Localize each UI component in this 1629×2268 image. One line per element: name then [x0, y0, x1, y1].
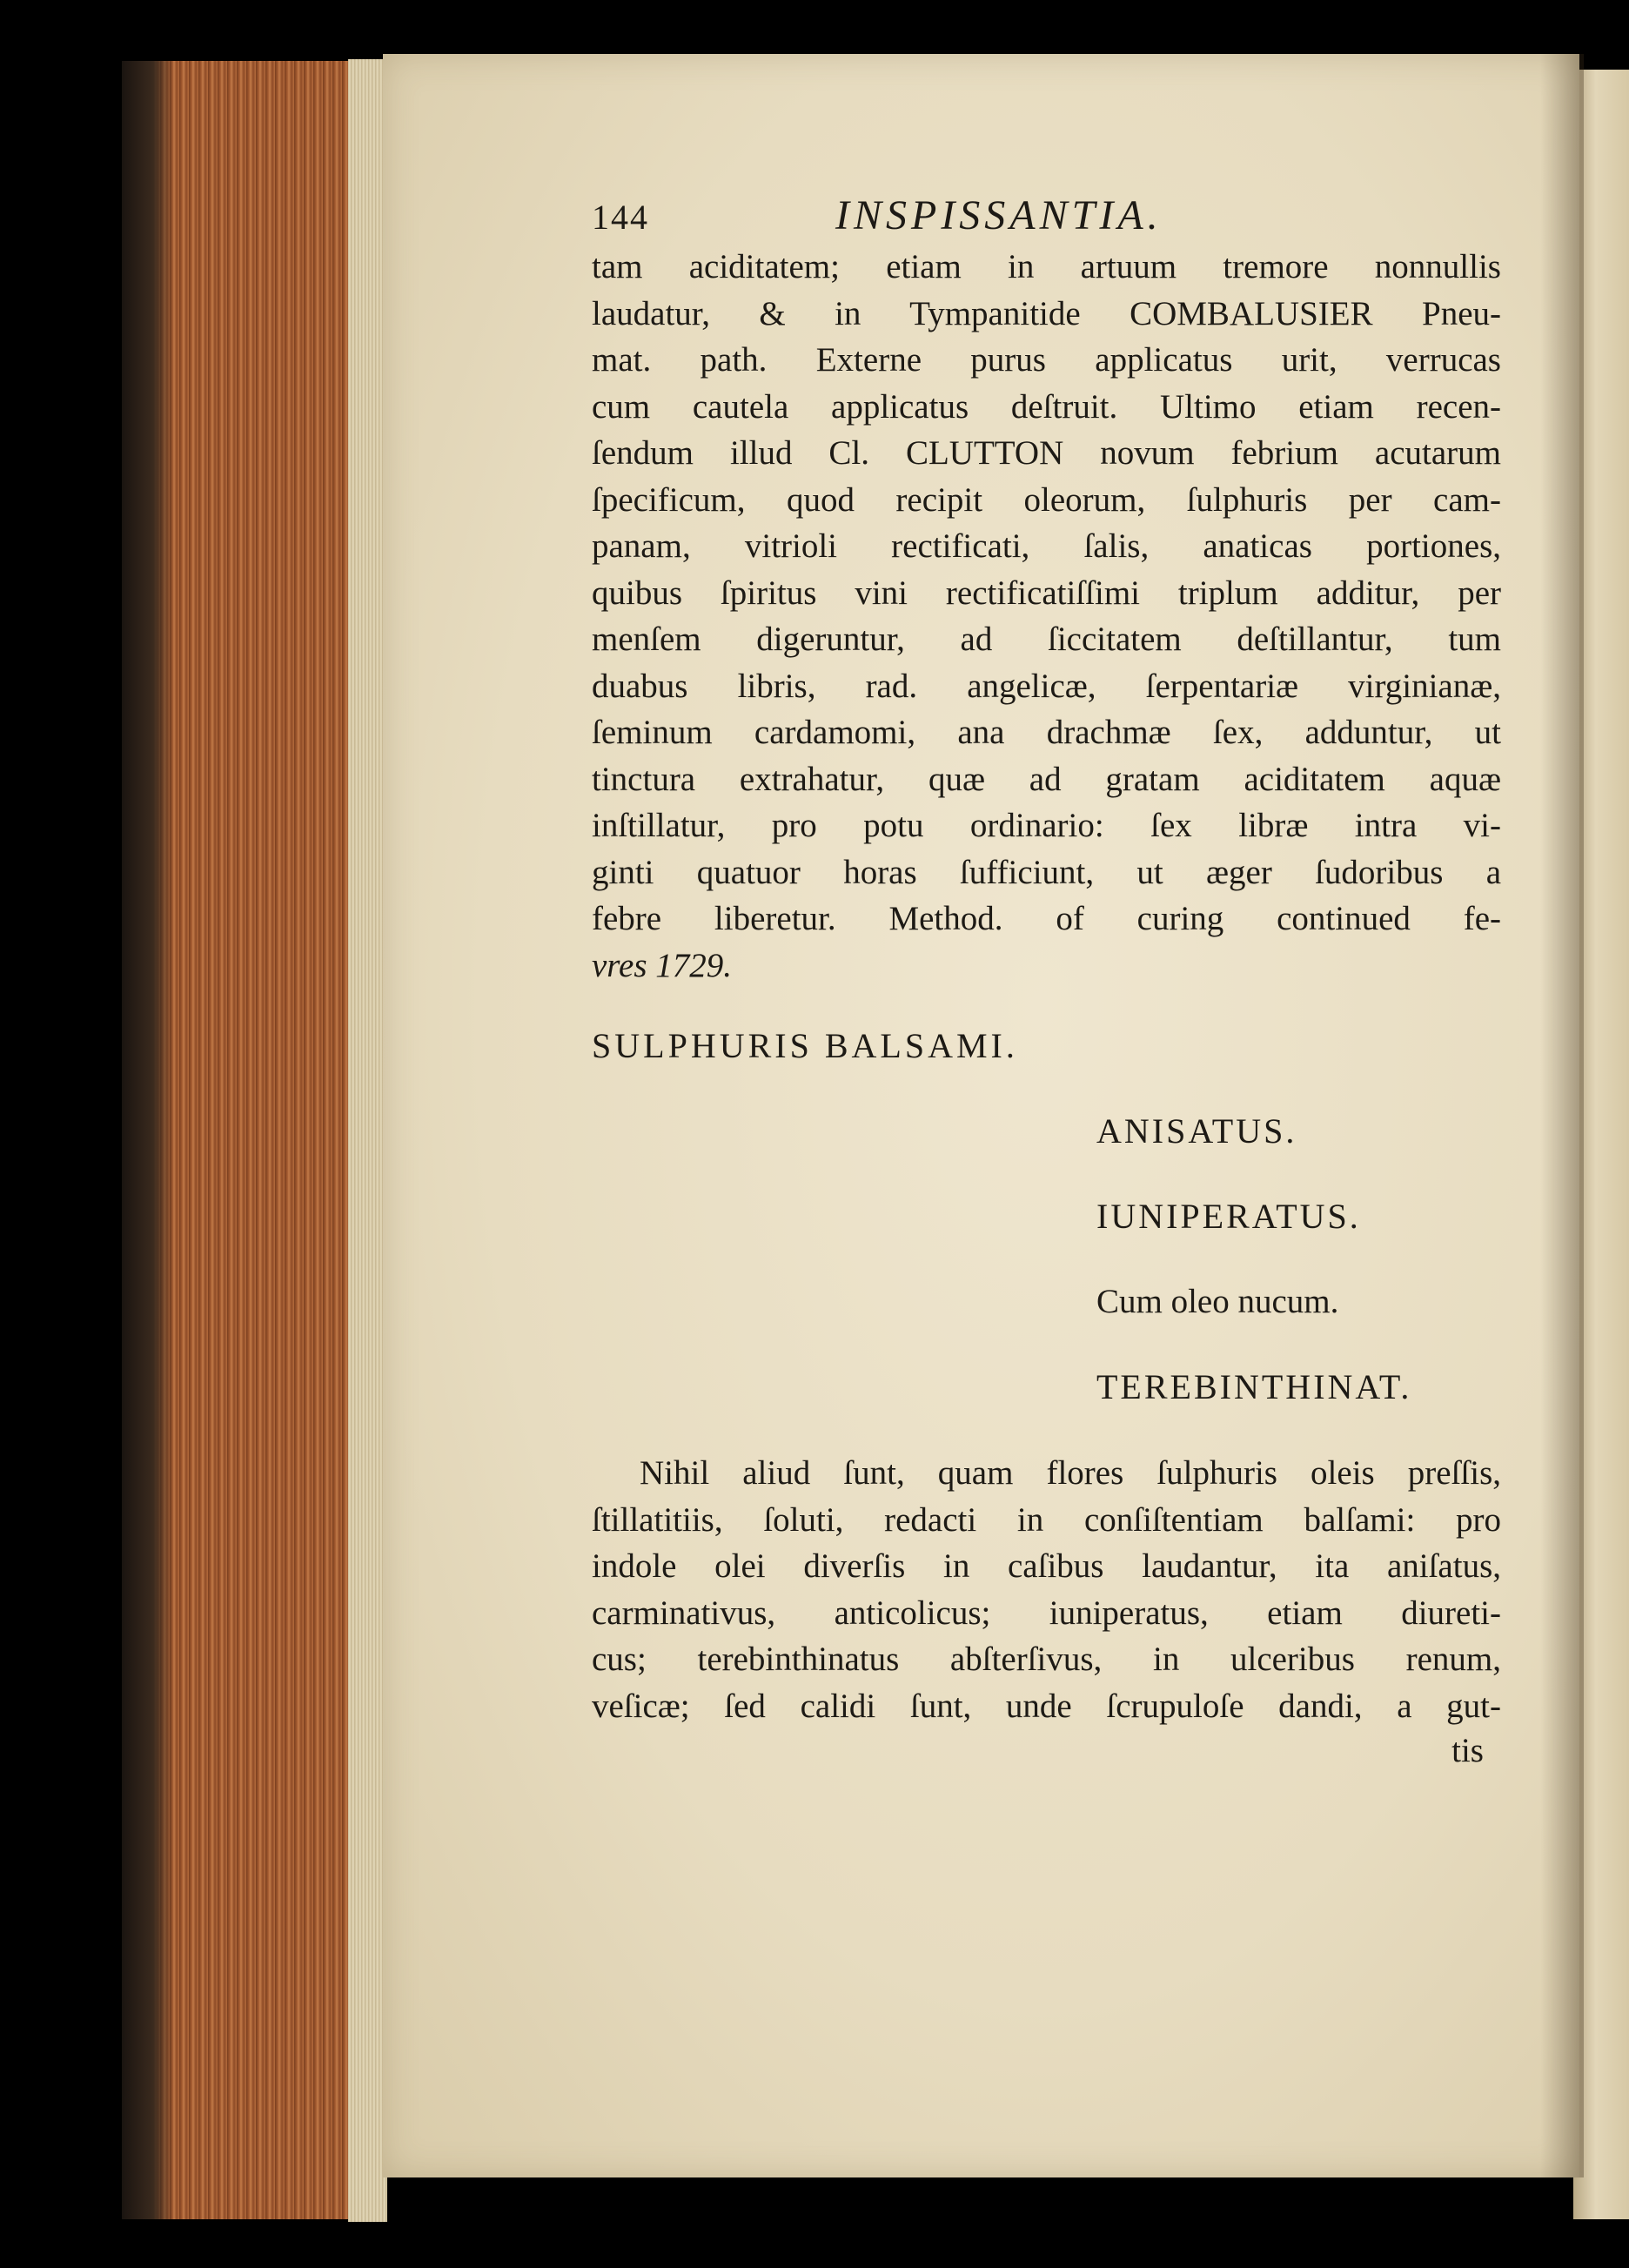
- paragraph-2: [592, 1450, 1501, 1729]
- text-line: quibus ſpiritus vini rectificatiſſimi triplum additur, per: [592, 574, 1501, 612]
- book-cover-edge: [122, 61, 174, 2219]
- text-line: ſeminum cardamomi, ana drachmæ ſex, adduntur, ut: [592, 714, 1501, 751]
- text-line: tinctura extrahatur, quæ ad gratam aciditatem aquæ: [592, 760, 1501, 798]
- text-line: indole olei diverſis in caſibus laudantur, ita aniſatus,: [592, 1547, 1501, 1585]
- text-line: febre liberetur. Method. of curing continued fe-: [592, 900, 1501, 937]
- running-head: [592, 191, 1501, 244]
- catchword: tis: [1451, 1732, 1484, 1769]
- text-line: inſtillatur, pro potu ordinario: ſex libræ intra vi-: [592, 807, 1501, 844]
- section-title: SULPHURIS BALSAMI.: [592, 1026, 1018, 1065]
- variant-note: Cum oleo nucum.: [1096, 1282, 1339, 1320]
- text-line: ſpecificum, quod recipit oleorum, ſulphuris per cam-: [592, 480, 1501, 519]
- paragraph-1: [592, 244, 1501, 989]
- variant-heading: ANISATUS.: [1096, 1111, 1297, 1151]
- variant-heading: TEREBINTHINAT.: [1096, 1366, 1412, 1406]
- page-number: 144: [592, 198, 649, 237]
- text-line: tam aciditatem; etiam in artuum tremore nonnullis: [592, 248, 1501, 285]
- text-line: Nihil aliud ſunt, quam flores ſulphuris oleis preſſis,: [640, 1454, 1501, 1492]
- page-stack: [348, 59, 387, 2222]
- text-line: ſtillatitiis, ſoluti, redacti in conſiſtentiam balſami: pro: [592, 1500, 1501, 1539]
- text-line: ſendum illud Cl. CLUTTON novum febrium acutarum: [592, 434, 1501, 472]
- variant-heading: IUNIPERATUS.: [1096, 1196, 1361, 1236]
- running-title: INSPISSANTIA.: [835, 192, 1163, 238]
- gutter-shadow: [1540, 54, 1584, 2177]
- page-text: [592, 191, 1501, 1773]
- text-line: cum cautela applicatus deſtruit. Ultimo etiam recen-: [592, 387, 1501, 426]
- text-line: panam, vitrioli rectificati, ſalis, anaticas portiones,: [592, 527, 1501, 565]
- text-line: carminativus, anticolicus; iuniperatus, etiam diureti-: [592, 1594, 1501, 1632]
- text-line: duabus libris, rad. angelicæ, ſerpentariæ virginianæ,: [592, 667, 1501, 705]
- text-line: laudatur, & in Tympanitide COMBALUSIER Pneu-: [592, 294, 1501, 332]
- text-line: ginti quatuor horas ſufficiunt, ut æger ſudoribus a: [592, 853, 1501, 891]
- text-line: mat. path. Externe purus applicatus urit, verrucas: [592, 341, 1501, 379]
- text-line: cus; terebinthinatus abſterſivus, in ulceribus renum,: [592, 1641, 1501, 1678]
- text-line: menſem digeruntur, ad ſiccitatem deſtillantur, tum: [592, 621, 1501, 658]
- text-line: veſicæ; ſed calidi ſunt, unde ſcrupuloſe dandi, a gut-: [592, 1687, 1501, 1725]
- text-line: vres 1729.: [592, 946, 733, 984]
